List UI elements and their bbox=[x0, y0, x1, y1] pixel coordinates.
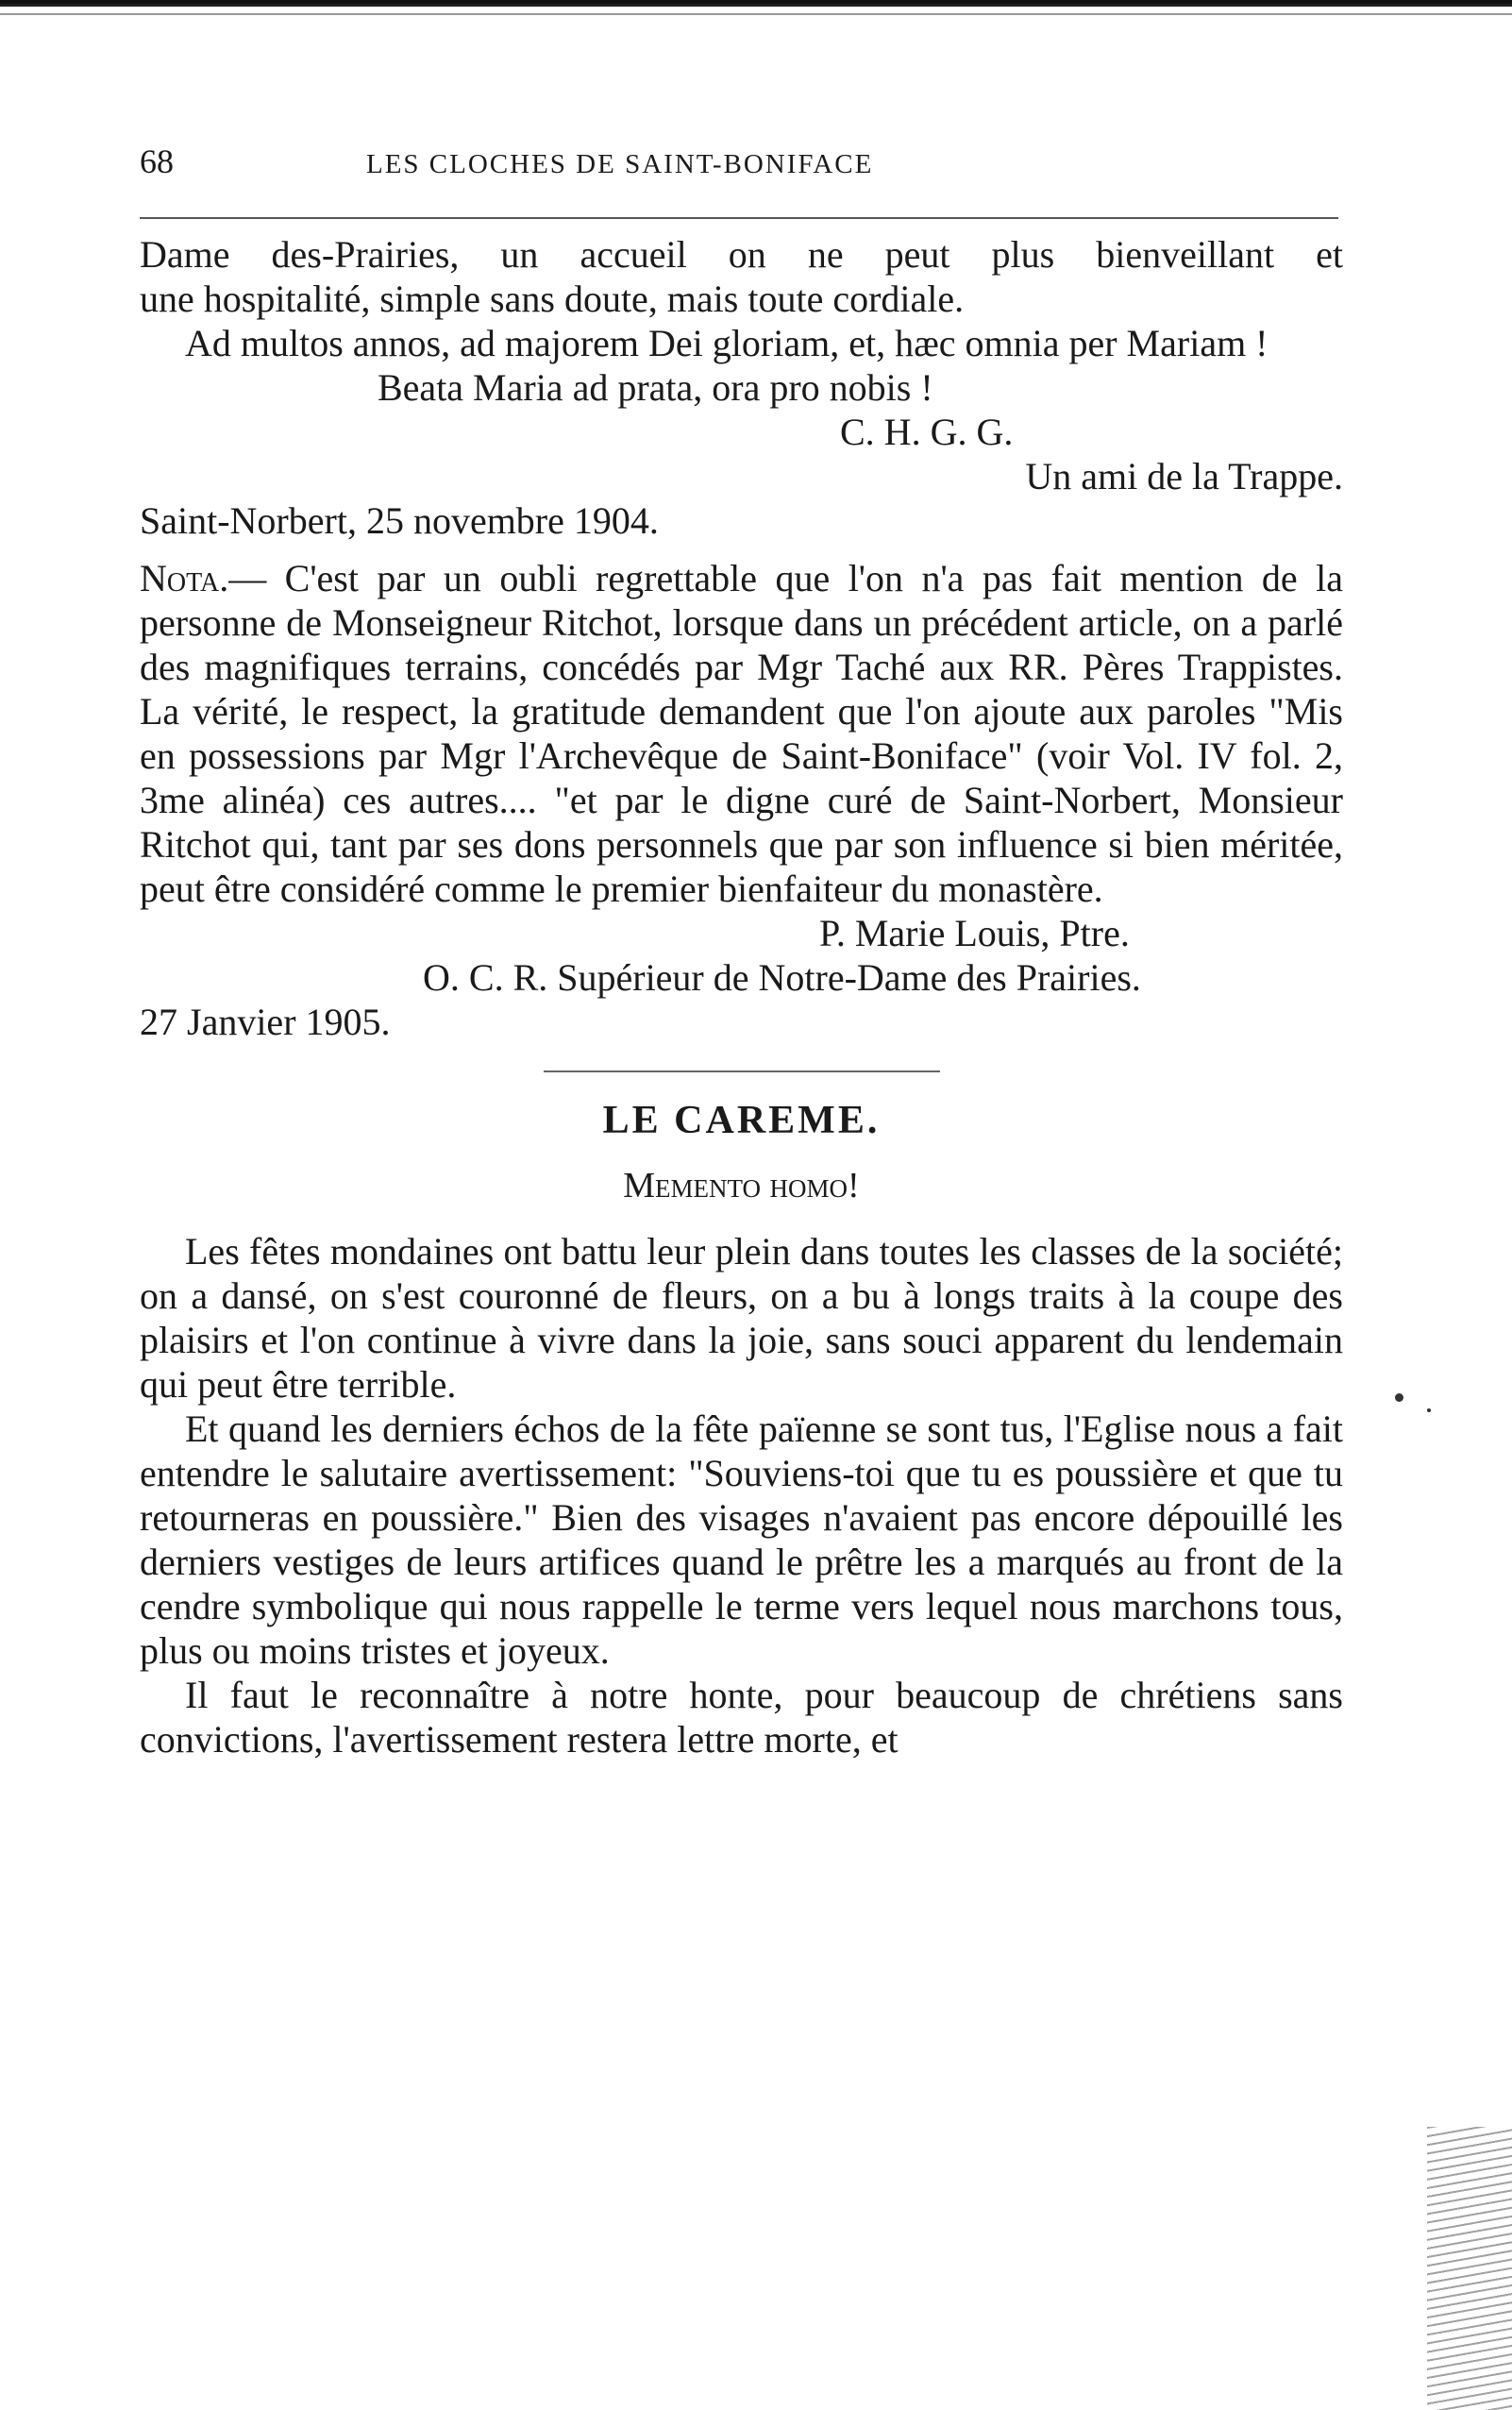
note-label: Nota. bbox=[140, 557, 229, 599]
section-title: LE CAREME. bbox=[602, 1099, 881, 1142]
page-header bbox=[140, 142, 1343, 208]
header-rule bbox=[140, 217, 1338, 219]
section-paragraph-3: Il faut le reconnaître à notre honte, pour beaucoup de chrétiens sans convictions, l'avertissement restera lettre morte, et bbox=[140, 1674, 1343, 1761]
section-paragraph-1: Les fêtes mondaines ont battu leur plein dans toutes les classes de la société; on a dansé, on s'est couronné de fleurs, on a bu à longs traits à la coupe des plaisirs et l'on continue à vivre dans la joie, sans souci apparent du lendemain qui peut être terrible. bbox=[140, 1230, 1343, 1406]
letter-line-1: Dame des-Prairies, un accueil on ne peut plus bienveillant et bbox=[140, 233, 1343, 276]
book-page bbox=[140, 142, 1343, 1761]
letter-line-2: une hospitalité, simple sans doute, mais toute cordiale. bbox=[140, 278, 965, 320]
letter-signature-role: Un ami de la Trappe. bbox=[1025, 455, 1343, 497]
scan-corner-noise bbox=[1427, 2127, 1512, 2410]
page-number: 68 bbox=[140, 143, 174, 180]
running-title: LES CLOCHES DE SAINT-BONIFACE bbox=[366, 149, 874, 179]
section-body bbox=[140, 1229, 1343, 1761]
note-paragraph bbox=[140, 556, 1343, 911]
ink-speck bbox=[1395, 1393, 1403, 1402]
section-divider bbox=[544, 1070, 940, 1072]
note-date: 27 Janvier 1905. bbox=[140, 1001, 391, 1043]
note-text: — C'est par un oubli regrettable que l'on n'a pas fait mention de la personne de Monseigneur Ritchot, lorsque dans un précédent article, on a parlé des magnifiques terrains, concédés par Mgr Taché aux RR. Pères Trappistes. La vérité, le respect, la gratitude demandent que l'on ajoute aux paroles "Mis en possessions par Mgr l'Archevêque de Saint-Boniface" (voir Vol. IV fol. 2, 3me alinéa) ces autres.... "et par le digne curé de Saint-Norbert, Monsieur Ritchot qui, tant par ses dons personnels que par son influence si bien méritée, peut être considéré comme le premier bienfaiteur du monastère. bbox=[140, 557, 1343, 910]
scan-top-edge bbox=[0, 0, 1512, 25]
note-signature-name: P. Marie Louis, Ptre. bbox=[819, 912, 1130, 954]
section-paragraph-2: Et quand les derniers échos de la fête païenne se sont tus, l'Eglise nous a fait entendre le salutaire avertissement: "Souviens-toi que tu es poussière et que tu retourneras en poussière." Bien des visages n'avaient pas encore dépouillé les derniers vestiges de leurs artifices quand le prêtre les a marqués au front de la cendre symbolique qui nous rappelle le terme vers lequel nous marchons tous, plus ou moins tristes et joyeux. bbox=[140, 1407, 1343, 1672]
letter-date: Saint-Norbert, 25 novembre 1904. bbox=[140, 499, 659, 542]
note-block bbox=[140, 556, 1343, 1044]
letter-ending bbox=[140, 232, 1343, 543]
letter-prayer: Beata Maria ad prata, ora pro nobis ! bbox=[378, 366, 933, 409]
section-subtitle: Memento homo! bbox=[623, 1166, 860, 1205]
letter-signature-initials: C. H. G. G. bbox=[840, 411, 1014, 453]
letter-blessing: Ad multos annos, ad majorem Dei gloriam, et, hæc omnia per Mariam ! bbox=[185, 322, 1268, 364]
ink-speck bbox=[1427, 1408, 1431, 1412]
note-signature-title: O. C. R. Supérieur de Notre-Dame des Prairies. bbox=[423, 956, 1141, 999]
